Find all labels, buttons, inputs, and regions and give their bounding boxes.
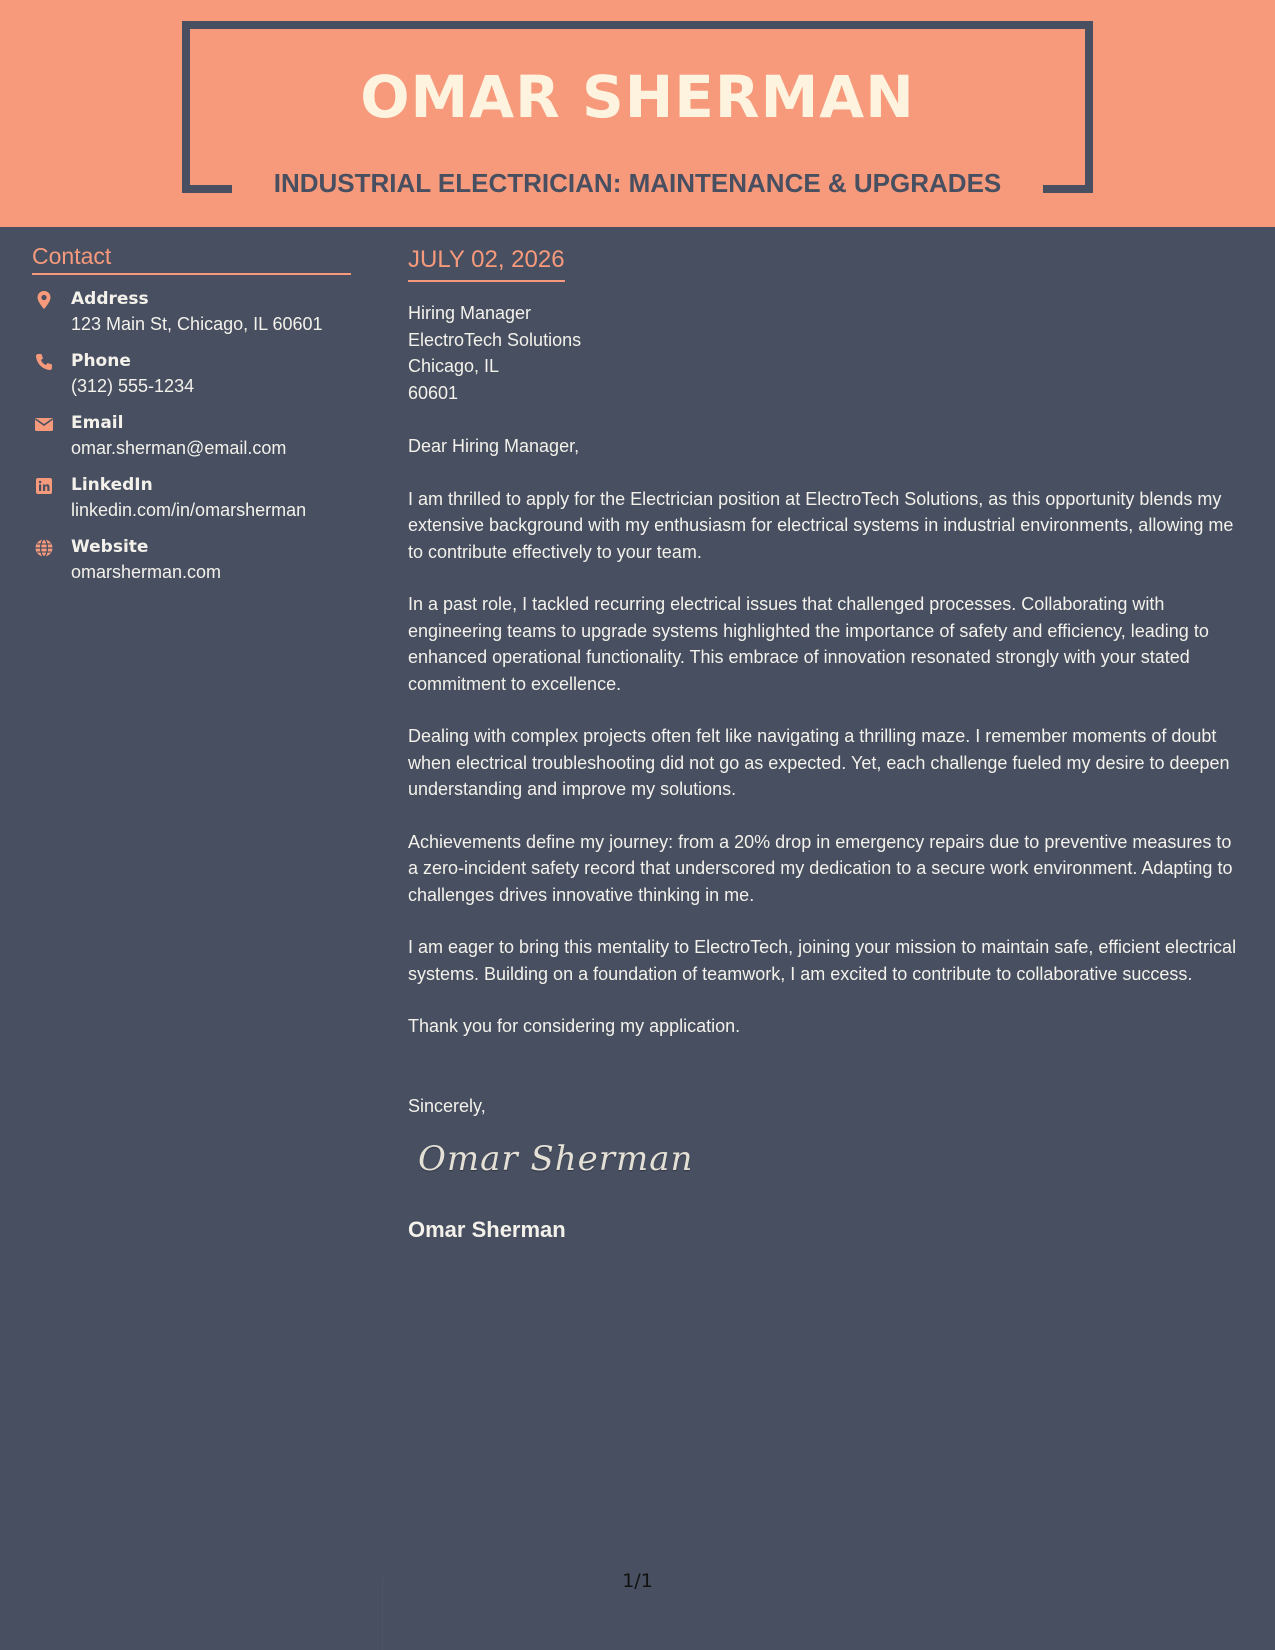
contact-phone bbox=[32, 349, 351, 399]
candidate-role: INDUSTRIAL ELECTRICIAN: MAINTENANCE & UPGRADES bbox=[273, 168, 1002, 198]
candidate-name: OMAR SHERMAN bbox=[360, 63, 915, 131]
contact-title: Contact bbox=[32, 240, 351, 275]
paragraph: Achievements define my journey: from a 20% drop in emergency repairs due to preventive measures to a zero-incident safety record that underscored my dedication to a secure work environment. Adapting to challenges drives innovative thinking in me. bbox=[408, 831, 1233, 905]
contact-email bbox=[32, 411, 351, 461]
contact-label: LinkedIn bbox=[71, 475, 153, 495]
frame-top-bar bbox=[182, 21, 1093, 29]
header-banner bbox=[0, 0, 1275, 227]
letter-date: JULY 02, 2026 bbox=[408, 244, 565, 282]
recipient-line: 60601 bbox=[408, 382, 459, 403]
contact-label: Website bbox=[71, 537, 149, 557]
recipient-line: Hiring Manager bbox=[408, 303, 532, 323]
signature-image bbox=[418, 1139, 1243, 1199]
contact-linkedin bbox=[32, 473, 351, 523]
contact-website bbox=[32, 535, 351, 585]
contact-value: (312) 555-1234 bbox=[71, 376, 195, 396]
recipient-line: Chicago, IL bbox=[408, 356, 500, 376]
envelope-icon bbox=[34, 414, 54, 434]
phone-icon bbox=[34, 352, 54, 372]
paragraph: I am thrilled to apply for the Electrician position at ElectroTech Solutions, as this opportunity blends my extensive background with my enthusiasm for electrical systems in industrial environments, allowing me to contribute effectively to your team. bbox=[408, 488, 1234, 562]
globe-icon bbox=[34, 538, 54, 558]
contact-sidebar bbox=[32, 240, 351, 585]
contact-value: linkedin.com/in/omarsherman bbox=[71, 500, 307, 520]
map-pin-icon bbox=[34, 290, 54, 310]
contact-value: omar.sherman@email.com bbox=[71, 438, 287, 458]
contact-label: Address bbox=[71, 289, 149, 309]
paragraph: Thank you for considering my application. bbox=[408, 1016, 741, 1036]
paragraph: I am eager to bring this mentality to ElectroTech, joining your mission to maintain safe, efficient electrical systems. Building on a foundation of teamwork, I am excited to contribute to collaborative success. bbox=[408, 937, 1237, 984]
contact-label: Email bbox=[71, 413, 124, 433]
signer-name: Omar Sherman bbox=[408, 1217, 566, 1242]
paragraph: In a past role, I tackled recurring electrical issues that challenged processes. Collaborating with engineering teams to upgrade systems highlighted the importance of safety and efficiency, leading to enhanced operational functionality. This embrace of innovation resonated strongly with your stated commitment to excellence. bbox=[408, 594, 1209, 694]
page-number: 1/1 bbox=[622, 1570, 653, 1592]
closing: Sincerely, bbox=[408, 1095, 486, 1116]
contact-address bbox=[32, 287, 351, 337]
contact-value: 123 Main St, Chicago, IL 60601 bbox=[71, 314, 323, 334]
recipient-block bbox=[408, 300, 1243, 406]
linkedin-icon bbox=[34, 476, 54, 496]
contact-label: Phone bbox=[71, 351, 131, 371]
contact-value: omarsherman.com bbox=[71, 562, 222, 582]
handwritten-signature: Omar Sherman bbox=[418, 1139, 694, 1179]
paragraph: Dealing with complex projects often felt like navigating a thrilling maze. I remember moments of doubt when electrical troubleshooting did not go as expected. Yet, each challenge fueled my desire to deepen understanding and improve my solutions. bbox=[408, 726, 1230, 799]
letter-body bbox=[408, 244, 1243, 1245]
recipient-line: ElectroTech Solutions bbox=[408, 329, 582, 350]
salutation: Dear Hiring Manager, bbox=[408, 436, 580, 456]
